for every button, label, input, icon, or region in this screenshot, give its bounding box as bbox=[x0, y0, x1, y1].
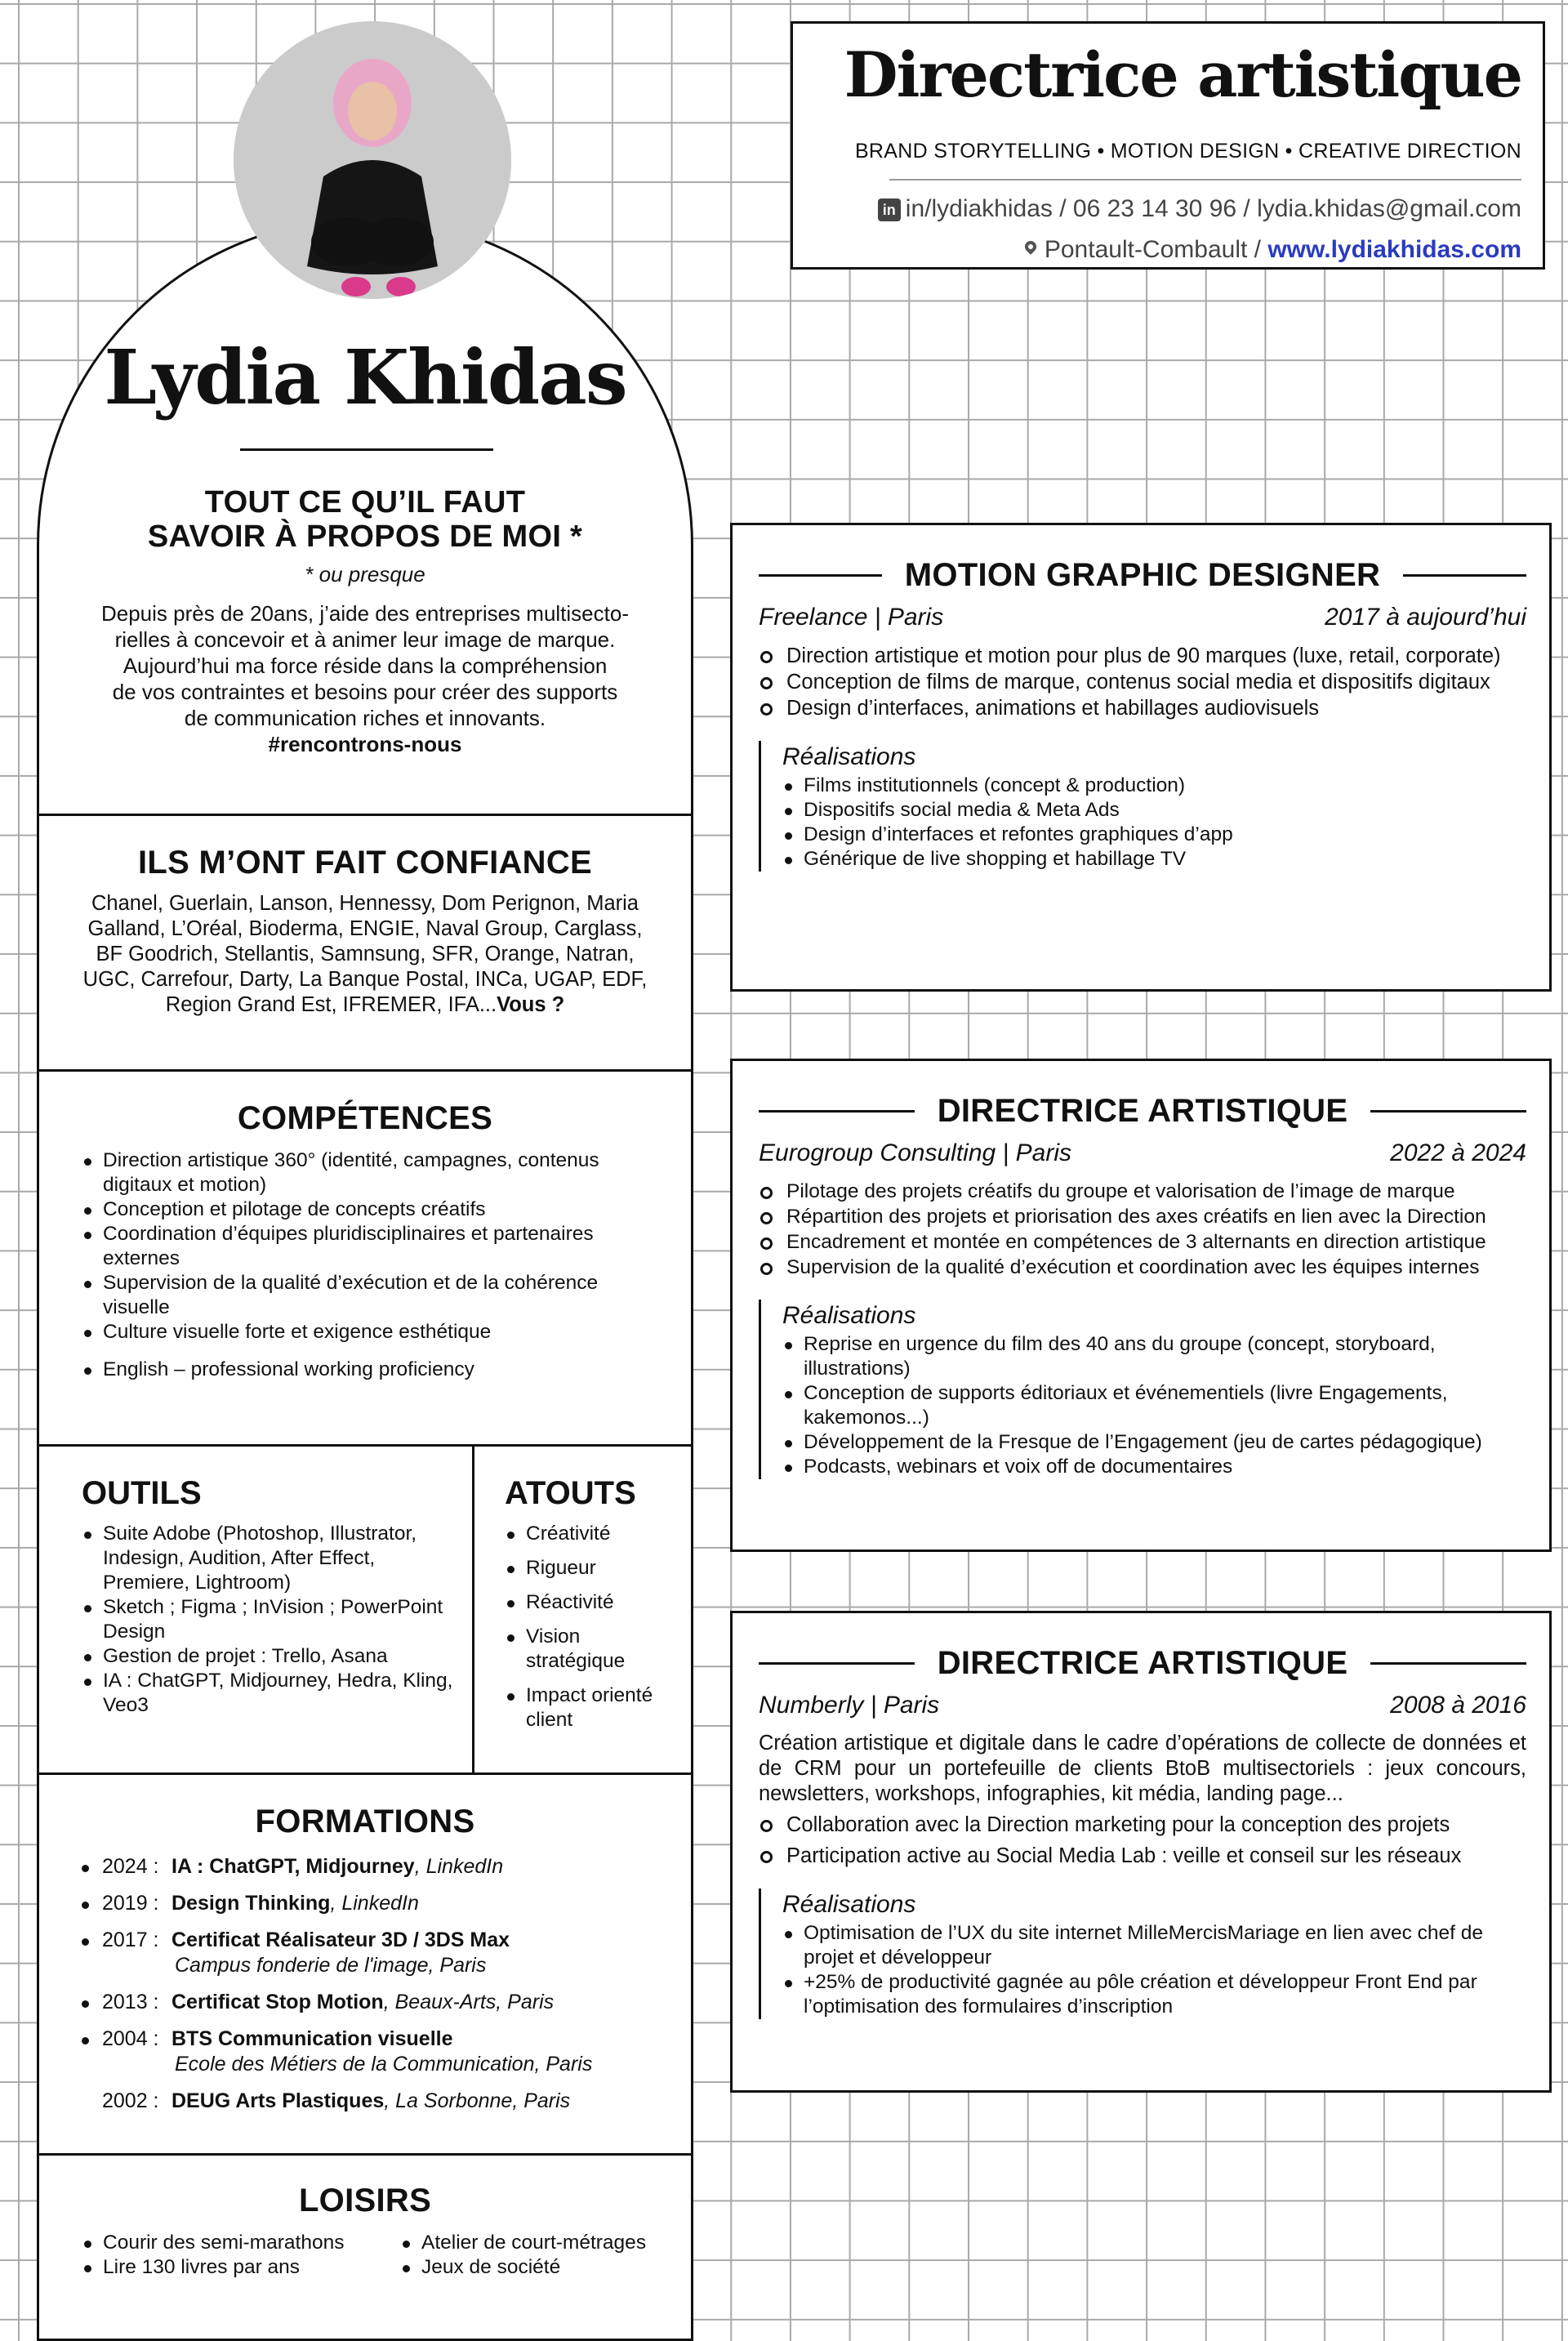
about-title-line2: SAVOIR À PROPOS DE MOI * bbox=[147, 519, 583, 554]
task-item: Collaboration avec la Direction marketing pour la conception des projets bbox=[759, 1812, 1526, 1838]
task-item: Pilotage des projets créatifs du groupe et valorisation de l’image de marque bbox=[759, 1179, 1526, 1204]
asset-item: Réactivité bbox=[505, 1590, 684, 1615]
skill-item: Culture visuelle forte et exigence esthétique bbox=[82, 1320, 661, 1344]
task-item: Direction artistique et motion pour plus de 90 marques (luxe, retail, corporate) bbox=[759, 643, 1526, 669]
skill-item: Conception et pilotage de concepts créatifs bbox=[82, 1197, 661, 1222]
realisation-item: Développement de la Fresque de l’Engagement (jeu de cartes pédagogique) bbox=[782, 1430, 1526, 1455]
experience-role: MOTION GRAPHIC DESIGNER bbox=[904, 556, 1381, 593]
location-text: Pontault-Combault / bbox=[1044, 236, 1268, 263]
education-year: 2024 : bbox=[102, 1855, 159, 1878]
experience-card bbox=[730, 523, 1552, 992]
education-item bbox=[82, 1928, 686, 1978]
hobby-item: Lire 130 livres par ans bbox=[82, 2255, 400, 2280]
education-school: , LinkedIn bbox=[330, 1892, 419, 1915]
education-school: Campus fonderie de l'image, Paris bbox=[175, 1954, 487, 1977]
hobbies-columns bbox=[82, 2231, 693, 2280]
clients-line: Chanel, Guerlain, Lanson, Hennessy, Dom Perignon, Maria bbox=[91, 892, 639, 915]
task-item: Encadrement et montée en compétences de 3 alternants en direction artistique bbox=[759, 1229, 1526, 1255]
assets-title: ATOUTS bbox=[505, 1475, 636, 1511]
realisation-item: Dispositifs social media & Meta Ads bbox=[782, 798, 1526, 823]
experience-company: Numberly | Paris bbox=[759, 1692, 940, 1719]
clients-line: Galland, L’Oréal, Bioderma, ENGIE, Naval Group, Carglass, bbox=[87, 917, 643, 940]
experience-heading bbox=[759, 555, 1526, 595]
section-divider bbox=[37, 814, 693, 816]
about-note: * ou presque bbox=[305, 562, 425, 586]
portrait-illustration bbox=[234, 21, 511, 299]
education-year: 2002 : bbox=[102, 2089, 159, 2112]
education-degree: Certificat Réalisateur 3D / 3DS Max bbox=[172, 1929, 510, 1951]
education-degree: IA : ChatGPT, Midjourney bbox=[172, 1855, 415, 1878]
heading-rule bbox=[1370, 1662, 1526, 1665]
experience-card bbox=[730, 1611, 1552, 2093]
name-divider bbox=[240, 448, 493, 451]
task-item: Conception de films de marque, contenus social media et dispositifs digitaux bbox=[759, 669, 1526, 695]
education-year: 2017 : bbox=[102, 1929, 159, 1951]
clients-cta: Vous ? bbox=[497, 993, 565, 1016]
education-item bbox=[82, 2027, 686, 2077]
heading-rule bbox=[759, 1662, 915, 1665]
skills-list bbox=[82, 1148, 661, 1382]
tools-title: OUTILS bbox=[82, 1475, 202, 1511]
education-year: 2013 : bbox=[102, 1991, 159, 2013]
heading-rule bbox=[1403, 574, 1526, 577]
education-item bbox=[82, 1990, 686, 2015]
full-name: Lydia Khidas bbox=[104, 333, 626, 421]
about-line: rielles à concevoir et à animer leur image de marque. bbox=[114, 627, 616, 652]
realisations-title: Réalisations bbox=[782, 743, 916, 770]
task-item: Répartition des projets et priorisation des axes créatifs en lien avec la Direction bbox=[759, 1204, 1526, 1229]
skill-item: Direction artistique 360° (identité, campagnes, contenus digitaux et motion) bbox=[82, 1148, 661, 1197]
task-item: Supervision de la qualité d’exécution et coordination avec les équipes internes bbox=[759, 1255, 1526, 1280]
clients-list bbox=[37, 891, 693, 1018]
task-item: Participation active au Social Media Lab : veille et conseil sur les réseaux bbox=[759, 1843, 1526, 1869]
hobbies-list-2 bbox=[400, 2231, 662, 2280]
realisations-list bbox=[782, 1921, 1526, 2019]
education-list bbox=[82, 1854, 686, 2114]
language-item: English – professional working proficiency bbox=[82, 1358, 661, 1382]
realisation-item: Design d’interfaces et refontes graphiques d’app bbox=[782, 823, 1526, 847]
experience-role: DIRECTRICE ARTISTIQUE bbox=[937, 1644, 1348, 1681]
education-school: , LinkedIn bbox=[414, 1855, 504, 1878]
hobby-item: Jeux de société bbox=[400, 2255, 662, 2280]
experience-company: Eurogroup Consulting | Paris bbox=[759, 1139, 1071, 1166]
header-card bbox=[791, 21, 1545, 270]
section-divider bbox=[37, 1444, 693, 1447]
experience-meta bbox=[759, 1692, 1526, 1719]
tool-item: IA : ChatGPT, Midjourney, Hedra, Kling, Veo3 bbox=[82, 1669, 466, 1718]
header-divider bbox=[889, 179, 1521, 181]
section-divider bbox=[37, 1772, 693, 1775]
about-line: de vos contraintes et besoins pour créer des supports bbox=[112, 680, 618, 704]
tool-item: Sketch ; Figma ; InVision ; PowerPoint Design bbox=[82, 1595, 466, 1644]
experience-tasks bbox=[759, 1179, 1526, 1280]
realisation-item: Films institutionnels (concept & production) bbox=[782, 774, 1526, 798]
education-item bbox=[82, 2089, 686, 2114]
realisation-item: +25% de productivité gagnée au pôle création et développeur Front End par l’optimisation des formulaires d’inscription bbox=[782, 1970, 1526, 2019]
experience-tasks bbox=[759, 643, 1526, 721]
bullet bbox=[82, 2000, 89, 2008]
job-title: Directrice artistique bbox=[844, 38, 1521, 111]
experience-meta bbox=[759, 1139, 1526, 1167]
tools-list bbox=[82, 1522, 466, 1718]
clients-line: Region Grand Est, IFREMER, IFA... bbox=[165, 993, 497, 1016]
contact-details[interactable]: in/lydiakhidas / 06 23 14 30 96 / lydia.khidas@gmail.com bbox=[905, 195, 1521, 222]
education-school: Ecole des Métiers de la Communication, Paris bbox=[175, 2053, 593, 2076]
realisations-list bbox=[782, 1332, 1526, 1479]
assets-list bbox=[505, 1522, 684, 1732]
task-item: Design d’interfaces, animations et habillages audiovisuels bbox=[759, 695, 1526, 721]
experience-role: DIRECTRICE ARTISTIQUE bbox=[937, 1092, 1348, 1129]
tool-item: Gestion de projet : Trello, Asana bbox=[82, 1644, 466, 1669]
education-section bbox=[37, 1804, 693, 1840]
experience-period: 2008 à 2016 bbox=[1390, 1692, 1526, 1719]
realisations-block bbox=[759, 741, 1526, 872]
education-item bbox=[82, 1854, 686, 1879]
education-school: , La Sorbonne, Paris bbox=[384, 2089, 571, 2112]
realisation-item: Optimisation de l’UX du site internet MilleMercisMariage en lien avec chef de projet et développeur bbox=[782, 1921, 1526, 1970]
hobbies-section bbox=[37, 2183, 693, 2280]
tagline: BRAND STORYTELLING • MOTION DESIGN • CREATIVE DIRECTION bbox=[854, 140, 1521, 163]
assets-section bbox=[505, 1475, 684, 1732]
experience-card bbox=[730, 1059, 1552, 1552]
about-text bbox=[37, 600, 693, 757]
realisation-item: Reprise en urgence du film des 40 ans du groupe (concept, storyboard, illustrations) bbox=[782, 1332, 1526, 1381]
heading-rule bbox=[759, 574, 882, 577]
contact-line bbox=[878, 195, 1521, 223]
experience-description: Création artistique et digitale dans le cadre d’opérations de collecte de données et de CRM pour un portefeuille de clients BtoB multisectoriels : jeux concours, newsletters, workshops, infographies, kit média, landing page... bbox=[759, 1732, 1526, 1805]
education-degree: Design Thinking bbox=[172, 1892, 331, 1915]
tools-section bbox=[82, 1475, 466, 1718]
about-line: Aujourd’hui ma force réside dans la compréhension bbox=[122, 653, 608, 678]
clients-line: UGC, Carrefour, Darty, La Banque Postal, INCa, UGAP, EDF, bbox=[82, 968, 648, 991]
bullet bbox=[82, 1938, 89, 1946]
bullet bbox=[82, 1865, 89, 1872]
linkedin-icon[interactable]: in bbox=[878, 198, 901, 221]
education-item bbox=[82, 1891, 686, 1916]
section-divider bbox=[37, 2153, 693, 2156]
heading-rule bbox=[759, 1110, 915, 1113]
asset-item: Vision stratégique bbox=[505, 1625, 684, 1674]
hobby-item: Atelier de court-métrages bbox=[400, 2231, 662, 2255]
realisations-title: Réalisations bbox=[782, 1302, 916, 1329]
education-degree: BTS Communication visuelle bbox=[172, 2027, 453, 2050]
experience-heading bbox=[759, 1643, 1526, 1683]
about-title-line1: TOUT CE QU’IL FAUT bbox=[204, 485, 526, 519]
hashtag: #rencontrons-nous bbox=[268, 732, 462, 756]
experience-period: 2017 à aujourd’hui bbox=[1325, 604, 1526, 631]
realisations-list bbox=[782, 774, 1526, 872]
location-line bbox=[1025, 236, 1521, 264]
skill-item: Supervision de la qualité d’exécution et de la cohérence visuelle bbox=[82, 1271, 661, 1320]
skills-section bbox=[37, 1100, 693, 1382]
column-divider bbox=[472, 1444, 474, 1774]
hobbies-list-1 bbox=[82, 2231, 400, 2280]
about-section bbox=[37, 485, 693, 757]
asset-item: Créativité bbox=[505, 1522, 684, 1546]
realisations-block bbox=[759, 1300, 1526, 1479]
realisation-item: Podcasts, webinars et voix off de documentaires bbox=[782, 1455, 1526, 1479]
realisation-item: Générique de live shopping et habillage TV bbox=[782, 847, 1526, 872]
hobby-item: Courir des semi-marathons bbox=[82, 2231, 400, 2255]
bullet bbox=[82, 2037, 89, 2044]
map-pin-icon bbox=[1022, 239, 1039, 255]
skills-title: COMPÉTENCES bbox=[237, 1100, 493, 1136]
clients-line-last bbox=[37, 992, 693, 1018]
about-line: de communication riches et innovants. bbox=[184, 706, 546, 730]
education-degree: DEUG Arts Plastiques bbox=[172, 2089, 385, 2112]
education-year: 2004 : bbox=[102, 2027, 159, 2050]
experience-company: Freelance | Paris bbox=[759, 604, 944, 631]
clients-section bbox=[37, 845, 693, 1018]
bullet bbox=[82, 1902, 89, 1909]
education-title: FORMATIONS bbox=[255, 1804, 475, 1839]
experience-heading bbox=[759, 1090, 1526, 1131]
experience-meta bbox=[759, 604, 1526, 631]
tool-item: Suite Adobe (Photoshop, Illustrator, Indesign, Audition, After Effect, Premiere, Lightroom) bbox=[82, 1522, 466, 1595]
education-degree: Certificat Stop Motion bbox=[172, 1991, 384, 2013]
skill-item: Coordination d’équipes pluridisciplinaires et partenaires externes bbox=[82, 1222, 661, 1271]
section-divider bbox=[37, 1069, 693, 1072]
education-year: 2019 : bbox=[102, 1892, 159, 1915]
hobbies-title: LOISIRS bbox=[298, 2183, 432, 2218]
realisations-block bbox=[759, 1888, 1526, 2019]
profile-photo bbox=[234, 21, 511, 299]
education-school: , Beaux-Arts, Paris bbox=[383, 1991, 555, 2013]
asset-item: Rigueur bbox=[505, 1556, 684, 1581]
realisations-title: Réalisations bbox=[782, 1891, 916, 1918]
clients-line: BF Goodrich, Stellantis, Samnsung, SFR, Orange, Natran, bbox=[96, 943, 635, 965]
asset-item: Impact orienté client bbox=[505, 1683, 684, 1732]
about-line: Depuis près de 20ans, j’aide des entreprises multisecto- bbox=[100, 601, 629, 626]
heading-rule bbox=[1370, 1110, 1526, 1113]
clients-title: ILS M’ONT FAIT CONFIANCE bbox=[137, 845, 593, 881]
realisation-item: Conception de supports éditoriaux et événementiels (livre Engagements, kakemonos...) bbox=[782, 1381, 1526, 1430]
experience-period: 2022 à 2024 bbox=[1390, 1139, 1526, 1166]
experience-tasks bbox=[759, 1812, 1526, 1869]
website-link[interactable]: www.lydiakhidas.com bbox=[1267, 236, 1521, 263]
